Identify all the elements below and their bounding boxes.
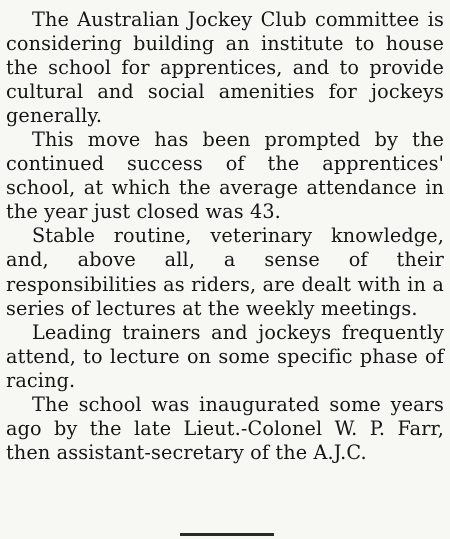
section-divider-rule	[180, 533, 274, 536]
paragraph-lectures: Stable routine, veterinary knowledge, and, above all, a sense of their responsibilities as riders, are dealt with in a series of lectures at the weekly meetings.	[6, 224, 444, 320]
paragraph-school-success: This move has been prompted by the continued success of the apprentices' school, at which the average attendance in the year just closed was 43.	[6, 128, 444, 224]
paragraph-institute-plan: The Australian Jockey Club committee is considering building an institute to house the school for apprentices, and to provide cultural and social amenities for jockeys generally.	[6, 8, 444, 128]
paragraph-trainers: Leading trainers and jockeys frequently attend, to lecture on some specific phase of racing.	[6, 320, 444, 392]
paragraph-inauguration: The school was inaugurated some years ago by the late Lieut.-Colonel W. P. Farr, then assistant-secretary of the A.J.C.	[6, 392, 444, 464]
